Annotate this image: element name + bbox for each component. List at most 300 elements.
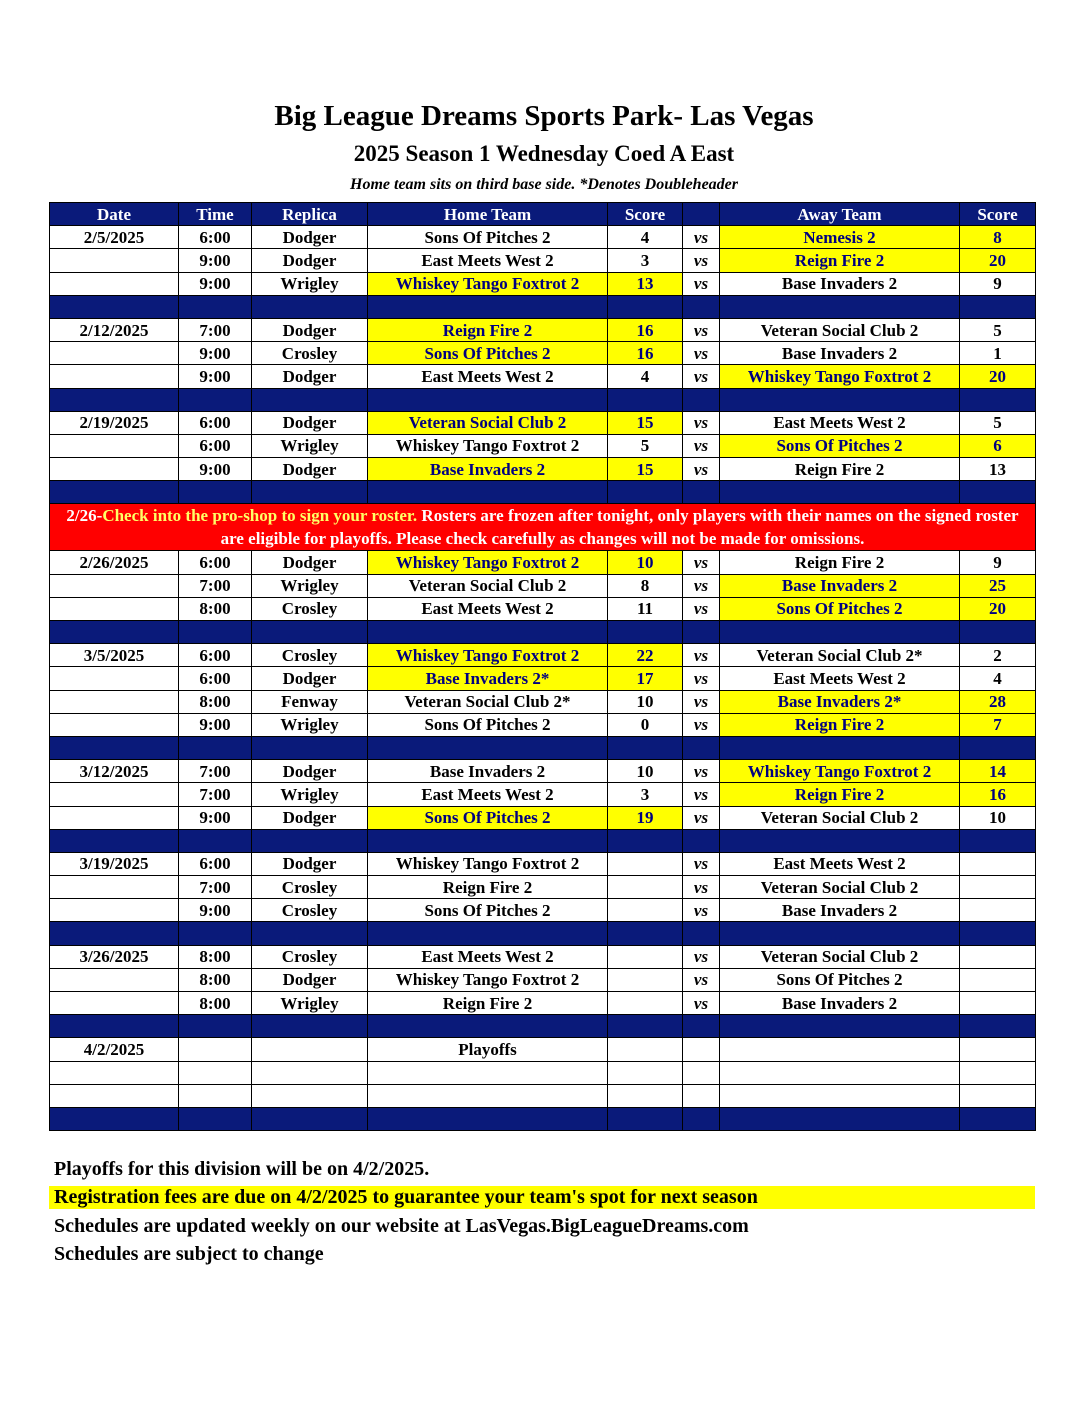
separator-row (50, 736, 1036, 759)
game-date (50, 899, 179, 922)
separator-cell (960, 388, 1036, 411)
away-score: 14 (960, 760, 1036, 783)
table-header-row (50, 203, 1036, 226)
separator-cell (683, 736, 720, 759)
vs-label: vs (683, 876, 720, 899)
vs-label: vs (683, 249, 720, 272)
vs-label: vs (683, 272, 720, 295)
game-replica (252, 1038, 368, 1061)
home-team: East Meets West 2 (368, 783, 608, 806)
table-row (50, 318, 1036, 341)
home-team: Whiskey Tango Foxtrot 2 (368, 434, 608, 457)
home-team: Whiskey Tango Foxtrot 2 (368, 968, 608, 991)
away-team: Sons Of Pitches 2 (720, 597, 960, 620)
separator-cell (50, 922, 179, 945)
away-score (960, 945, 1036, 968)
game-date (50, 713, 179, 736)
separator-cell (720, 295, 960, 318)
home-score (608, 992, 683, 1015)
game-time: 9:00 (179, 272, 252, 295)
separator-cell (720, 388, 960, 411)
table-row (50, 899, 1036, 922)
away-team: Reign Fire 2 (720, 551, 960, 574)
separator-cell (368, 1107, 608, 1130)
game-time: 8:00 (179, 690, 252, 713)
separator-row (50, 1015, 1036, 1038)
game-date (50, 783, 179, 806)
separator-cell (720, 1107, 960, 1130)
vs-label: vs (683, 574, 720, 597)
away-score: 13 (960, 458, 1036, 481)
separator-cell (683, 1107, 720, 1130)
game-replica: Wrigley (252, 713, 368, 736)
away-score (960, 1061, 1036, 1084)
vs-label: vs (683, 713, 720, 736)
away-team: Base Invaders 2 (720, 272, 960, 295)
game-replica: Dodger (252, 458, 368, 481)
home-team: Base Invaders 2* (368, 667, 608, 690)
separator-cell (252, 295, 368, 318)
separator-cell (368, 829, 608, 852)
away-team: Whiskey Tango Foxtrot 2 (720, 365, 960, 388)
separator-row (50, 922, 1036, 945)
table-row (50, 667, 1036, 690)
away-team: Veteran Social Club 2 (720, 318, 960, 341)
away-team (720, 1038, 960, 1061)
separator-cell (960, 736, 1036, 759)
game-time: 6:00 (179, 667, 252, 690)
col-header-away-team: Away Team (720, 203, 960, 226)
table-row (50, 690, 1036, 713)
away-team: Veteran Social Club 2 (720, 945, 960, 968)
separator-cell (720, 922, 960, 945)
away-team: East Meets West 2 (720, 852, 960, 875)
vs-label: vs (683, 434, 720, 457)
away-team: East Meets West 2 (720, 667, 960, 690)
table-row (50, 249, 1036, 272)
vs-label: vs (683, 365, 720, 388)
separator-cell (683, 1015, 720, 1038)
home-team: Veteran Social Club 2* (368, 690, 608, 713)
home-team: Whiskey Tango Foxtrot 2 (368, 272, 608, 295)
schedule-note: Home team sits on third base side. *Denotes Doubleheader (350, 176, 738, 193)
home-score: 4 (608, 365, 683, 388)
home-team: Sons Of Pitches 2 (368, 713, 608, 736)
away-score: 10 (960, 806, 1036, 829)
game-time: 7:00 (179, 783, 252, 806)
away-score: 9 (960, 272, 1036, 295)
vs-label: vs (683, 968, 720, 991)
vs-label (683, 1038, 720, 1061)
table-row (50, 945, 1036, 968)
col-header-time: Time (179, 203, 252, 226)
away-score (960, 852, 1036, 875)
footer-playoffs-note: Playoffs for this division will be on 4/2/2025. (54, 1158, 430, 1180)
vs-label: vs (683, 342, 720, 365)
away-team: Base Invaders 2* (720, 690, 960, 713)
game-time: 9:00 (179, 249, 252, 272)
away-team: Nemesis 2 (720, 226, 960, 249)
vs-label: vs (683, 783, 720, 806)
away-score (960, 1038, 1036, 1061)
away-team (720, 1084, 960, 1107)
game-time: 6:00 (179, 551, 252, 574)
home-score (608, 1061, 683, 1084)
game-replica: Crosley (252, 342, 368, 365)
game-time: 7:00 (179, 760, 252, 783)
separator-cell (50, 295, 179, 318)
separator-cell (368, 621, 608, 644)
vs-label: vs (683, 945, 720, 968)
home-score: 11 (608, 597, 683, 620)
home-score (608, 852, 683, 875)
home-score: 17 (608, 667, 683, 690)
game-time: 7:00 (179, 574, 252, 597)
game-replica: Dodger (252, 249, 368, 272)
game-replica: Dodger (252, 318, 368, 341)
game-date: 3/5/2025 (50, 644, 179, 667)
game-date (50, 365, 179, 388)
game-time: 9:00 (179, 806, 252, 829)
vs-label: vs (683, 458, 720, 481)
footer-change-note: Schedules are subject to change (54, 1243, 324, 1265)
table-row (50, 1038, 1036, 1061)
vs-label: vs (683, 644, 720, 667)
notice-rest: Rosters are frozen after tonight, only players with their names on the signed roster are eligible for playoffs. Please check carefully as changes will not be made for omissions. (220, 506, 1019, 549)
home-score (608, 899, 683, 922)
game-date: 2/12/2025 (50, 318, 179, 341)
separator-cell (960, 295, 1036, 318)
game-date (50, 1061, 179, 1084)
separator-cell (252, 829, 368, 852)
separator-cell (179, 295, 252, 318)
home-team: Whiskey Tango Foxtrot 2 (368, 852, 608, 875)
separator-cell (252, 621, 368, 644)
home-score: 3 (608, 783, 683, 806)
game-time (179, 1084, 252, 1107)
game-replica: Dodger (252, 226, 368, 249)
separator-cell (720, 621, 960, 644)
table-row (50, 992, 1036, 1015)
home-team: Base Invaders 2 (368, 458, 608, 481)
separator-cell (608, 1015, 683, 1038)
away-score: 5 (960, 318, 1036, 341)
away-score (960, 968, 1036, 991)
footer-website-note: Schedules are updated weekly on our website at LasVegas.BigLeagueDreams.com (54, 1215, 749, 1237)
away-score: 5 (960, 411, 1036, 434)
separator-cell (683, 922, 720, 945)
away-team: Sons Of Pitches 2 (720, 434, 960, 457)
game-replica: Crosley (252, 597, 368, 620)
table-row (50, 852, 1036, 875)
home-team: East Meets West 2 (368, 365, 608, 388)
home-team (368, 1061, 608, 1084)
separator-cell (683, 481, 720, 504)
separator-cell (252, 736, 368, 759)
home-score: 13 (608, 272, 683, 295)
table-row (50, 806, 1036, 829)
separator-cell (608, 621, 683, 644)
home-team: Sons Of Pitches 2 (368, 226, 608, 249)
away-score (960, 899, 1036, 922)
separator-cell (960, 922, 1036, 945)
table-row (50, 342, 1036, 365)
table-row (50, 458, 1036, 481)
away-team: Veteran Social Club 2 (720, 806, 960, 829)
separator-cell (252, 1015, 368, 1038)
home-score: 5 (608, 434, 683, 457)
game-date (50, 968, 179, 991)
game-date (50, 806, 179, 829)
separator-cell (368, 388, 608, 411)
separator-cell (179, 1015, 252, 1038)
game-date (50, 690, 179, 713)
table-row (50, 226, 1036, 249)
away-score (960, 876, 1036, 899)
page-subtitle: 2025 Season 1 Wednesday Coed A East (353, 141, 735, 166)
vs-label: vs (683, 318, 720, 341)
separator-cell (960, 1015, 1036, 1038)
game-replica: Wrigley (252, 574, 368, 597)
game-date (50, 597, 179, 620)
away-score: 8 (960, 226, 1036, 249)
roster-notice-row (50, 504, 1036, 551)
home-team: Reign Fire 2 (368, 992, 608, 1015)
game-date: 4/2/2025 (50, 1038, 179, 1061)
separator-cell (368, 736, 608, 759)
table-row (50, 644, 1036, 667)
separator-cell (179, 388, 252, 411)
home-score: 10 (608, 690, 683, 713)
separator-cell (50, 1015, 179, 1038)
game-time (179, 1038, 252, 1061)
vs-label (683, 1061, 720, 1084)
home-score (608, 968, 683, 991)
separator-row (50, 621, 1036, 644)
home-score: 10 (608, 551, 683, 574)
away-score: 28 (960, 690, 1036, 713)
home-score: 22 (608, 644, 683, 667)
away-team: Reign Fire 2 (720, 713, 960, 736)
away-score: 4 (960, 667, 1036, 690)
separator-cell (252, 481, 368, 504)
separator-cell (608, 481, 683, 504)
away-team: Reign Fire 2 (720, 249, 960, 272)
game-date (50, 667, 179, 690)
col-header-away-score: Score (960, 203, 1036, 226)
vs-label: vs (683, 992, 720, 1015)
away-score: 25 (960, 574, 1036, 597)
vs-label: vs (683, 899, 720, 922)
home-team: Whiskey Tango Foxtrot 2 (368, 644, 608, 667)
game-time: 9:00 (179, 458, 252, 481)
home-score: 3 (608, 249, 683, 272)
separator-cell (368, 922, 608, 945)
game-date: 3/19/2025 (50, 852, 179, 875)
separator-cell (720, 481, 960, 504)
home-team: Veteran Social Club 2 (368, 411, 608, 434)
separator-cell (683, 388, 720, 411)
separator-cell (179, 922, 252, 945)
game-replica (252, 1084, 368, 1107)
separator-cell (179, 481, 252, 504)
table-row (50, 1061, 1036, 1084)
separator-cell (960, 829, 1036, 852)
home-score: 10 (608, 760, 683, 783)
separator-cell (252, 922, 368, 945)
vs-label: vs (683, 852, 720, 875)
away-team: East Meets West 2 (720, 411, 960, 434)
away-score: 16 (960, 783, 1036, 806)
game-time: 7:00 (179, 876, 252, 899)
game-time: 9:00 (179, 899, 252, 922)
separator-cell (608, 922, 683, 945)
game-date: 2/26/2025 (50, 551, 179, 574)
separator-cell (608, 1107, 683, 1130)
separator-row (50, 388, 1036, 411)
home-score: 0 (608, 713, 683, 736)
table-row (50, 783, 1036, 806)
table-row (50, 434, 1036, 457)
notice-prefix: 2/26- (66, 506, 103, 526)
separator-cell (608, 829, 683, 852)
game-date (50, 342, 179, 365)
home-score (608, 945, 683, 968)
game-time: 8:00 (179, 992, 252, 1015)
separator-cell (50, 736, 179, 759)
game-replica: Crosley (252, 644, 368, 667)
table-row (50, 1084, 1036, 1107)
game-time: 8:00 (179, 597, 252, 620)
away-team: Whiskey Tango Foxtrot 2 (720, 760, 960, 783)
game-replica: Dodger (252, 365, 368, 388)
separator-row (50, 481, 1036, 504)
game-replica: Dodger (252, 667, 368, 690)
away-team: Reign Fire 2 (720, 458, 960, 481)
home-team: East Meets West 2 (368, 945, 608, 968)
game-date (50, 249, 179, 272)
home-team: Reign Fire 2 (368, 318, 608, 341)
game-time: 9:00 (179, 713, 252, 736)
separator-cell (960, 1107, 1036, 1130)
home-team: Sons Of Pitches 2 (368, 899, 608, 922)
away-score: 20 (960, 597, 1036, 620)
home-score: 16 (608, 342, 683, 365)
away-score (960, 1084, 1036, 1107)
separator-cell (252, 388, 368, 411)
home-team: Sons Of Pitches 2 (368, 342, 608, 365)
schedule-body (50, 226, 1036, 1131)
away-team: Reign Fire 2 (720, 783, 960, 806)
table-row (50, 574, 1036, 597)
separator-row (50, 295, 1036, 318)
separator-cell (50, 481, 179, 504)
away-score: 1 (960, 342, 1036, 365)
away-team: Base Invaders 2 (720, 574, 960, 597)
separator-cell (720, 829, 960, 852)
col-header-replica: Replica (252, 203, 368, 226)
home-score: 15 (608, 411, 683, 434)
separator-cell (683, 621, 720, 644)
separator-cell (608, 295, 683, 318)
vs-label: vs (683, 411, 720, 434)
separator-cell (368, 481, 608, 504)
notice-accent: Check into the pro-shop to sign your roster. (102, 506, 418, 526)
away-team: Base Invaders 2 (720, 342, 960, 365)
game-replica: Crosley (252, 876, 368, 899)
away-score (960, 992, 1036, 1015)
separator-cell (179, 621, 252, 644)
vs-label (683, 1084, 720, 1107)
game-replica: Dodger (252, 852, 368, 875)
game-time: 9:00 (179, 365, 252, 388)
game-time: 6:00 (179, 644, 252, 667)
game-date (50, 1084, 179, 1107)
footer-registration-note: Registration fees are due on 4/2/2025 to guarantee your team's spot for next season (49, 1186, 1035, 1209)
table-row (50, 272, 1036, 295)
separator-cell (368, 1015, 608, 1038)
separator-cell (368, 295, 608, 318)
table-row (50, 365, 1036, 388)
page-title: Big League Dreams Sports Park- Las Vegas (274, 100, 814, 132)
schedule-table (49, 202, 1036, 1131)
separator-cell (720, 1015, 960, 1038)
home-team: East Meets West 2 (368, 249, 608, 272)
game-date (50, 272, 179, 295)
separator-cell (179, 1107, 252, 1130)
game-date (50, 876, 179, 899)
home-score: 15 (608, 458, 683, 481)
away-team: Veteran Social Club 2 (720, 876, 960, 899)
separator-cell (608, 388, 683, 411)
table-row (50, 597, 1036, 620)
game-time: 6:00 (179, 434, 252, 457)
home-score: 8 (608, 574, 683, 597)
table-row (50, 760, 1036, 783)
vs-label: vs (683, 667, 720, 690)
separator-cell (50, 388, 179, 411)
game-date: 2/5/2025 (50, 226, 179, 249)
vs-label: vs (683, 226, 720, 249)
home-team: Sons Of Pitches 2 (368, 806, 608, 829)
home-score (608, 876, 683, 899)
away-team: Base Invaders 2 (720, 899, 960, 922)
game-date (50, 992, 179, 1015)
game-replica: Wrigley (252, 272, 368, 295)
home-score (608, 1084, 683, 1107)
game-time: 9:00 (179, 342, 252, 365)
away-score: 6 (960, 434, 1036, 457)
game-time: 7:00 (179, 318, 252, 341)
separator-cell (252, 1107, 368, 1130)
separator-cell (50, 621, 179, 644)
away-score: 20 (960, 365, 1036, 388)
separator-cell (608, 736, 683, 759)
home-team (368, 1084, 608, 1107)
game-date (50, 574, 179, 597)
game-replica: Dodger (252, 551, 368, 574)
home-score: 19 (608, 806, 683, 829)
game-replica: Wrigley (252, 783, 368, 806)
away-team: Sons Of Pitches 2 (720, 968, 960, 991)
col-header-home-score: Score (608, 203, 683, 226)
vs-label: vs (683, 597, 720, 620)
away-score: 20 (960, 249, 1036, 272)
game-replica: Crosley (252, 945, 368, 968)
home-team: Whiskey Tango Foxtrot 2 (368, 551, 608, 574)
home-score: 4 (608, 226, 683, 249)
separator-cell (50, 1107, 179, 1130)
